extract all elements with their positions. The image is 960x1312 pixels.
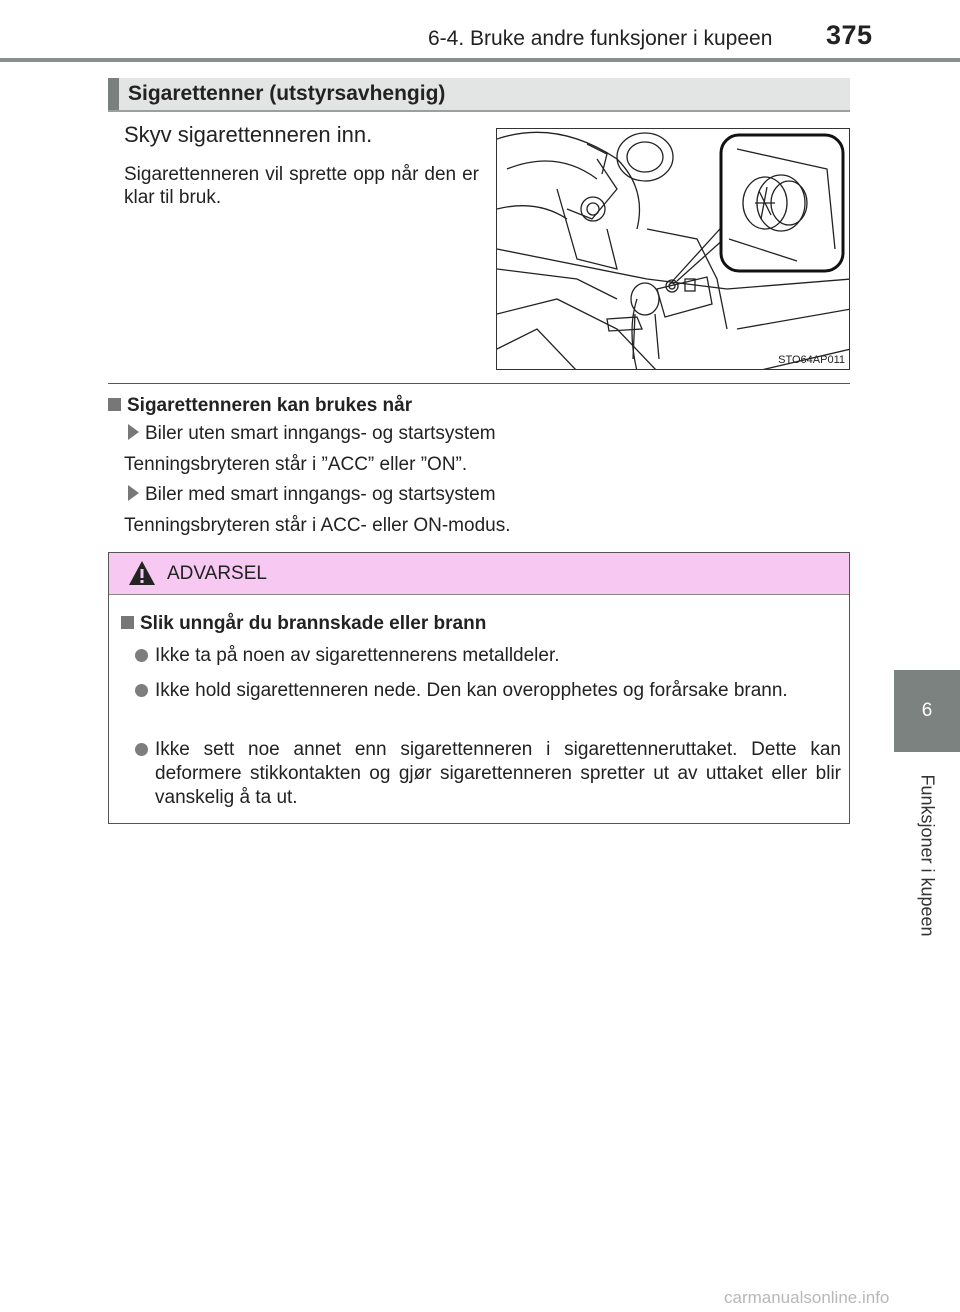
- warning-item: [133, 738, 841, 810]
- section-heading: [108, 78, 850, 112]
- warning-header: [109, 553, 849, 595]
- square-bullet-icon: [121, 616, 134, 629]
- instruction-note: Sigarettenneren vil sprette opp når den er klar til bruk.: [124, 164, 479, 208]
- watermark: carmanualsonline.info: [724, 1288, 890, 1307]
- section-heading-bar: [108, 78, 119, 110]
- chapter-side-label: [895, 760, 959, 950]
- warning-item: [133, 644, 841, 668]
- condition-label: [128, 484, 496, 506]
- figure-code: STO64AP011: [778, 354, 845, 366]
- warning-item: [133, 679, 841, 703]
- warning-triangle-icon: [127, 559, 157, 587]
- warning-box: [108, 552, 850, 824]
- chapter-tab: [894, 670, 960, 752]
- triangle-bullet-icon: [128, 424, 139, 440]
- round-bullet-icon: [135, 743, 148, 756]
- round-bullet-icon: [135, 649, 148, 662]
- condition-text: Tenningsbryteren står i ACC- eller ON-modus.: [124, 515, 511, 536]
- condition-label-text: Biler med smart inngangs- og startsystem: [145, 484, 496, 505]
- warning-subheading-text: Slik unngår du brannskade eller brann: [140, 613, 487, 634]
- lighter-illustration: [496, 128, 850, 370]
- dashboard-drawing: [497, 129, 850, 370]
- section-divider: [108, 383, 850, 384]
- header-rule: [0, 58, 960, 62]
- section-heading-text: Sigarettenner (utstyrsavhengig): [128, 82, 446, 105]
- condition-label-text: Biler uten smart inngangs- og startsystem: [145, 423, 496, 444]
- chapter-title: Funksjoner i kupeen: [917, 773, 938, 937]
- warning-item-text: Ikke ta på noen av sigarettennerens metalldeler.: [155, 645, 560, 666]
- warning-subheading: [121, 613, 486, 635]
- warning-item-text: Ikke sett noe annet enn sigarettenneren i sigarettenneruttaket. Dette kan deformere stikkontakten og gjør sigarettenneren spretter ut av uttaket eller blir vanskelig å ta ut.: [155, 739, 841, 808]
- warning-title: ADVARSEL: [167, 563, 267, 584]
- page-number: 375: [826, 20, 873, 50]
- round-bullet-icon: [135, 684, 148, 697]
- usage-subheading: [108, 395, 412, 417]
- warning-item-text: Ikke hold sigarettenneren nede. Den kan overopphetes og forårsake brann.: [155, 680, 788, 701]
- condition-text: Tenningsbryteren står i ”ACC” eller ”ON”.: [124, 454, 468, 475]
- header-section-title: 6-4. Bruke andre funksjoner i kupeen: [428, 27, 773, 50]
- square-bullet-icon: [108, 398, 121, 411]
- chapter-number: 6: [921, 700, 933, 721]
- condition-label: [128, 423, 496, 445]
- instruction-text: Skyv sigarettenneren inn.: [124, 122, 373, 147]
- usage-subheading-text: Sigarettenneren kan brukes når: [127, 395, 413, 416]
- triangle-bullet-icon: [128, 485, 139, 501]
